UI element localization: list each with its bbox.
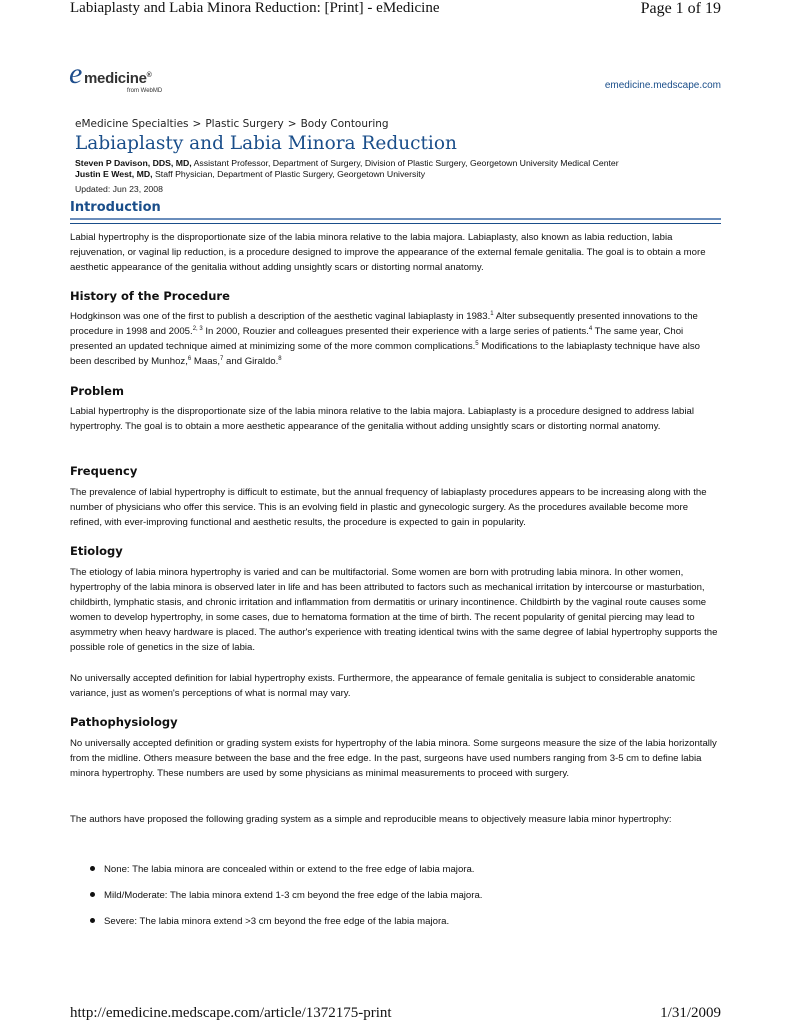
updated-date: Updated: Jun 23, 2008: [75, 184, 163, 194]
bullet-icon: [90, 892, 95, 897]
pathophysiology-paragraph-1: No universally accepted definition or grading system exists for hypertrophy of the labia minora. Some surgeons measure the size of the labia horizontally from the midline. Others measure between the base and the free edge. In the past, surgeons have used numbers ranging from 3-5 cm to define labia minora hypertrophy. These numbers are used by some physicians as minimal measurements to proceed with surgery.: [70, 738, 717, 780]
section-heading-introduction: Introduction: [70, 200, 161, 215]
list-item: Severe: The labia minora extend >3 cm beyond the free edge of the labia majora.: [90, 916, 449, 927]
list-item: Mild/Moderate: The labia minora extend 1-3 cm beyond the free edge of the labia majora.: [90, 890, 482, 901]
breadcrumb: [75, 118, 389, 130]
breadcrumb-separator: >: [287, 118, 297, 130]
citation-link[interactable]: 5: [475, 341, 479, 348]
etiology-paragraph-1: The etiology of labia minora hypertrophy is varied and can be multifactorial. Some women are born with protruding labia minora. In other women, hypertrophy of the labia minora is observed later in life and has been attributed to factors such as mechanical irritation by intercourse or masturbation, childbirth, lymphatic stasis, and chronic irritation and inflammation from dermatitis or urinary incontinence. Childbirth by the vaginal route causes some women to develop hypertrophy, in some cases, due to hematoma formation at the time of birth. The recent popularity of genital piercing may lead to asymmetry when heavy hardware is placed. The author's experience with treating identical twins with the same degree of labial hypertrophy supports the possible role of genetics in the size of labia.: [70, 567, 718, 654]
author-name[interactable]: Steven P Davison, DDS, MD,: [75, 158, 192, 168]
bullet-icon: [90, 866, 95, 871]
citation-link[interactable]: 2, 3: [192, 326, 203, 333]
section-heading-history: History of the Procedure: [70, 289, 230, 303]
section-heading-etiology: Etiology: [70, 544, 123, 558]
section-heading-pathophysiology: Pathophysiology: [70, 715, 178, 729]
problem-paragraph: Labial hypertrophy is the disproportionate size of the labia minora relative to the labia majora. Labiaplasty is a procedure designed to address labial hypertrophy. The goal is to obtain a more aesthetic appearance of the genitalia without adding unsightly scars or distorting normal anatomy.: [70, 406, 694, 433]
breadcrumb-separator: >: [192, 118, 202, 130]
site-link[interactable]: emedicine.medscape.com: [604, 80, 721, 91]
article-title: Labiaplasty and Labia Minora Reduction: [75, 133, 457, 154]
heading-divider: [70, 218, 721, 224]
author-list: [75, 158, 619, 179]
citation-link[interactable]: 7: [220, 356, 224, 363]
print-date: 1/31/2009: [660, 1005, 721, 1021]
author-name[interactable]: Justin E West, MD,: [75, 168, 153, 179]
author-line: [75, 169, 619, 180]
etiology-paragraph-2: No universally accepted definition for labial hypertrophy exists. Furthermore, the appearance of female genitalia is subject to considerable anatomic variance, just as women's perceptions of what is normal may vary.: [70, 673, 695, 700]
breadcrumb-item-plastic-surgery[interactable]: Plastic Surgery: [205, 118, 284, 130]
print-header: [70, 0, 721, 20]
frequency-paragraph: The prevalence of labial hypertrophy is difficult to estimate, but the annual frequency of labiaplasty procedures appears to be increasing along with the number of physicians who offer this service. This is an evolving field in plastic and gynecologic surgery. As the procedures available become more refined, with ever-improving functional and aesthetic results, the procedure is expected to gain in popularity.: [70, 487, 707, 529]
breadcrumb-item-body-contouring[interactable]: Body Contouring: [300, 118, 389, 130]
intro-paragraph: Labial hypertrophy is the disproportionate size of the labia minora relative to the labia majora. Labiaplasty, also known as labia reduction, labia rejuvenation, or vaginal lip reduction, is a procedure designed to improve the appearance of the external female genitalia. The goal is to obtain a more aesthetic appearance of the genitalia without adding unsightly scars or distorting normal anatomy.: [70, 232, 706, 274]
pathophysiology-paragraph-2: The authors have proposed the following grading system as a simple and reproducible means to objectively measure labia minor hypertrophy:: [70, 814, 672, 825]
citation-link[interactable]: 1: [490, 311, 494, 317]
author-line: [75, 158, 619, 169]
print-footer-url[interactable]: http://emedicine.medscape.com/article/1372175-print: [70, 1005, 392, 1021]
breadcrumb-item-specialties[interactable]: eMedicine Specialties: [75, 118, 189, 130]
citation-link[interactable]: 6: [187, 356, 192, 363]
history-paragraph: Hodgkinson was one of the first to publish a description of the aesthetic vaginal labiaplasty in 1983.$^1$ Alter subsequently presented innovations to the procedure in 1998 and 2005.$^{2, 3}$ In 2000, Rouzier and colleagues presented their experience with a large series of patients.$^4$ The same year, Choi presented an updated technique aimed at minimizing some of the more common complications.$^5$ Modifications to the labiaplasty technique have also been described by Munhoz,$^6$ Maas,$^7$ and Giraldo.$^8$: [70, 311, 700, 368]
logo-from-webmd: from WebMD: [127, 88, 163, 94]
citation-link[interactable]: 4: [588, 326, 593, 333]
print-header-title: Labiaplasty and Labia Minora Reduction: [Print] - eMedicine: [70, 0, 440, 16]
author-role: Staff Physician, Department of Plastic Surgery, Georgetown University: [154, 168, 426, 179]
print-page-number: Page 1 of 19: [640, 0, 721, 17]
author-role: Assistant Professor, Department of Surgery, Division of Plastic Surgery, Georgetown University Medical Center: [193, 158, 619, 168]
emedicine-logo[interactable]: [69, 57, 189, 99]
logo-e: e: [69, 57, 83, 90]
logo-wordmark: medicine®: [84, 70, 152, 87]
section-heading-frequency: Frequency: [70, 464, 138, 478]
list-item: None: The labia minora are concealed within or extend to the free edge of labia majora.: [90, 864, 474, 875]
citation-link[interactable]: 8: [278, 356, 282, 363]
section-heading-problem: Problem: [70, 384, 124, 398]
print-footer: [70, 1005, 721, 1025]
bullet-icon: [90, 918, 95, 923]
